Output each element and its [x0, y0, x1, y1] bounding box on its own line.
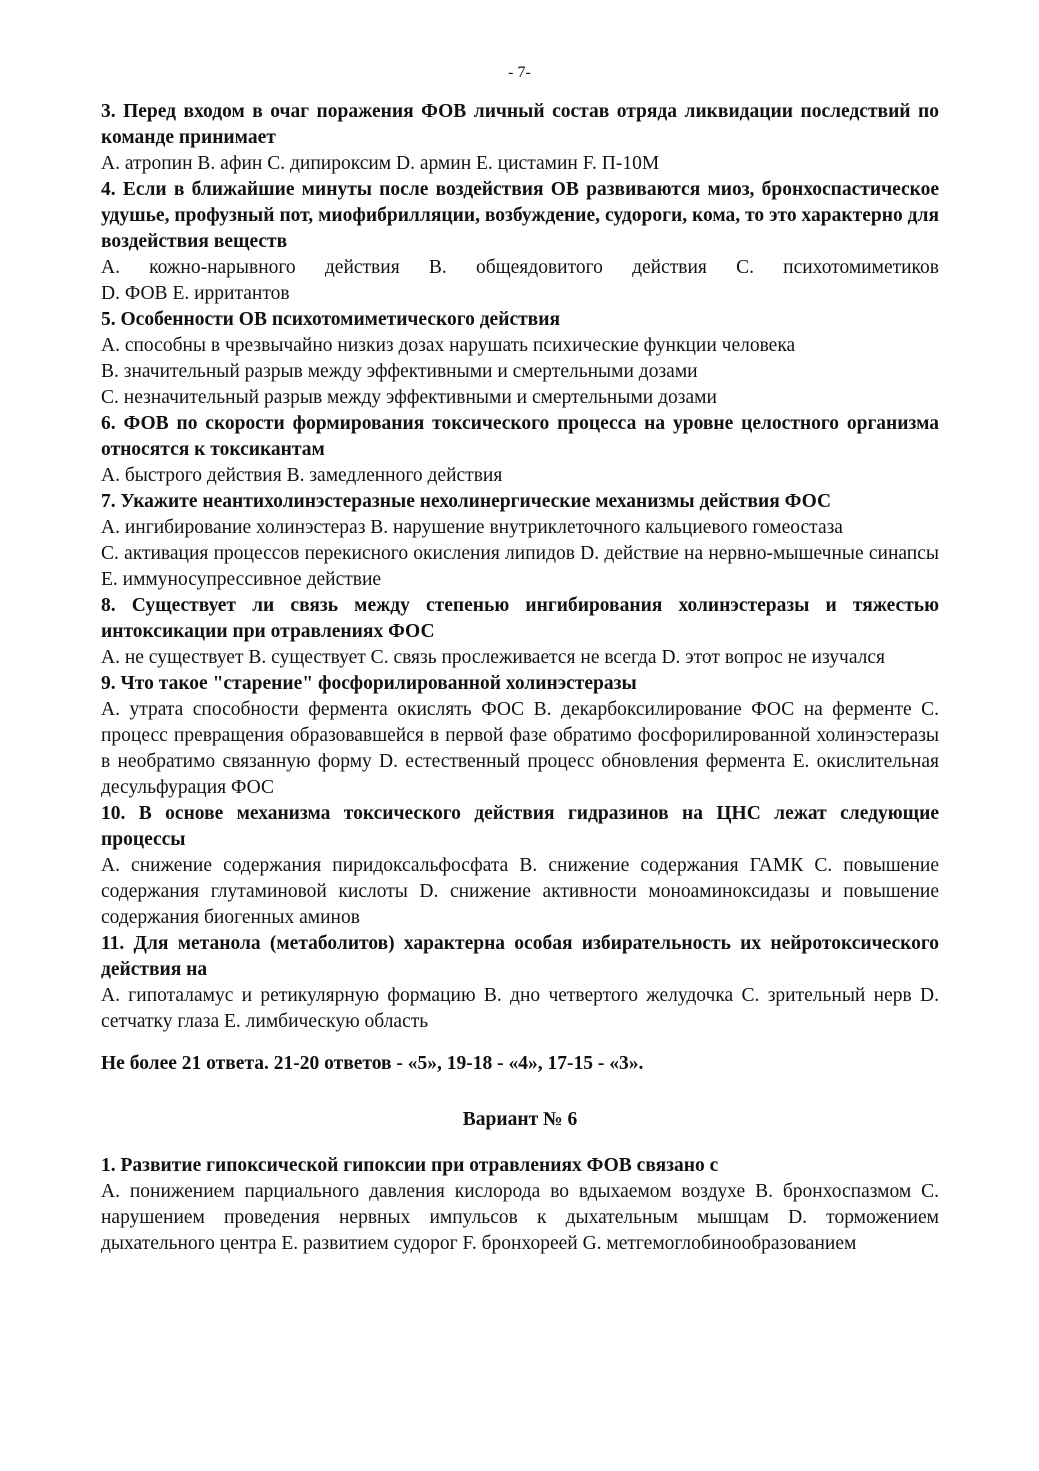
answer-options: А. не существует В. существует С. связь прослеживается не всегда D. этот вопрос не изучался	[101, 647, 886, 668]
question-title: 11. Для метанола (метаболитов) характерна особая избирательность их нейротоксического действия на	[101, 933, 939, 980]
question-title: 9. Что такое "старение" фосфорилированной холинэстеразы	[101, 673, 637, 694]
answer-options: А. ингибирование холинэстераз В. нарушение внутриклеточного кальциевого гомеостаза	[101, 517, 843, 538]
answer-option: В. значительный разрыв между эффективными и смертельными дозами	[101, 361, 698, 382]
grading-scale: Не более 21 ответа. 21-20 ответов - «5», 19-18 - «4», 17-15 - «3».	[101, 1053, 644, 1074]
variant-question-1	[101, 1153, 939, 1257]
variant-heading: Вариант № 6	[462, 1109, 578, 1130]
question-11	[101, 931, 939, 1035]
question-title: 5. Особенности ОВ психотомиметического действия	[101, 309, 561, 330]
question-title: 6. ФОВ по скорости формирования токсического процесса на уровне целостного организма относятся к токсикантам	[101, 413, 939, 460]
answer-options: D. ФОВ Е. ирритантов	[101, 283, 290, 304]
question-3	[101, 99, 939, 177]
question-title: 8. Существует ли связь между степенью ингибирования холинэстеразы и тяжестью интоксикации при отравлениях ФОС	[101, 595, 939, 642]
answer-options: С. активация процессов перекисного окисления липидов D. действие на нервно-мышечные синапсы Е. иммуносупрессивное действие	[101, 543, 939, 590]
answer-options: А. гипоталамус и ретикулярную формацию В. дно четвертого желудочка С. зрительный нерв D. сетчатку глаза Е. лимбическую область	[101, 985, 939, 1032]
question-4	[101, 177, 939, 307]
question-title: 3. Перед входом в очаг поражения ФОВ личный состав отряда ликвидации последствий по команде принимает	[101, 101, 939, 148]
answer-options: А. кожно-нарывного действия В. общеядовитого действия С. психотомиметиков	[101, 257, 939, 278]
question-10	[101, 801, 939, 931]
question-5	[101, 307, 939, 411]
question-title: 7. Укажите неантихолинэстеразные нехолинергические механизмы действия ФОС	[101, 491, 832, 512]
question-7	[101, 489, 939, 593]
document-body	[101, 99, 939, 1257]
answer-options: А. атропин В. афин С. дипироксим D. армин Е. цистамин F. П-10М	[101, 153, 660, 174]
question-title: 10. В основе механизма токсического действия гидразинов на ЦНС лежат следующие процессы	[101, 803, 939, 850]
answer-option: С. незначительный разрыв между эффективными и смертельными дозами	[101, 387, 717, 408]
question-8	[101, 593, 939, 671]
answer-option: А. способны в чрезвычайно низкиз дозах нарушать психические функции человека	[101, 335, 796, 356]
question-6	[101, 411, 939, 489]
answer-options: А. быстрого действия В. замедленного действия	[101, 465, 503, 486]
question-title: 1. Развитие гипоксической гипоксии при отравлениях ФОВ связано с	[101, 1155, 719, 1176]
answer-options: А. утрата способности фермента окислять ФОС В. декарбоксилирование ФОС на ферменте С. процесс превращения образовавшейся в первой фазе обратимо фосфорилированной холинэстеразы в необратимо связанную форму D. естественный процесс обновления фермента Е. окислительная десульфурация ФОС	[101, 699, 939, 798]
page-number: - 7-	[508, 64, 531, 81]
answer-options: А. снижение содержания пиридоксальфосфата В. снижение содержания ГАМК С. повышение содержания глутаминовой кислоты D. снижение активности моноаминоксидазы и повышение содержания биогенных аминов	[101, 855, 939, 928]
question-title: 4. Если в ближайшие минуты после воздействия ОВ развиваются миоз, бронхоспастическое удушье, профузный пот, миофибрилляции, возбуждение, судороги, кома, то это характерно для воздействия веществ	[101, 179, 939, 252]
answer-options: А. понижением парциального давления кислорода во вдыхаемом воздухе В. бронхоспазмом С. нарушением проведения нервных импульсов к дыхательным мышцам D. торможением дыхательного центра Е. развитием судорог F. бронхореей G. метгемоглобинообразованием	[101, 1181, 939, 1254]
question-9	[101, 671, 939, 801]
